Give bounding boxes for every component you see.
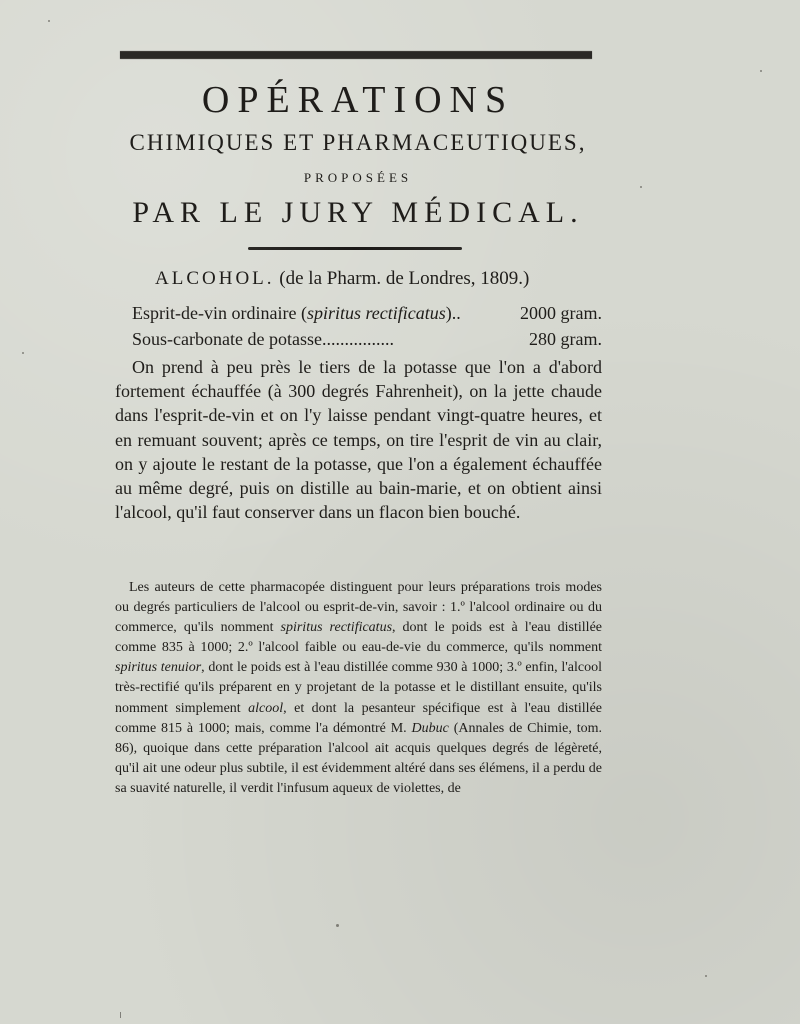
- page-subtitle: CHIMIQUES ET PHARMACEUTIQUES,: [129, 130, 587, 155]
- footnote-italic: spiritus tenuior: [115, 660, 202, 676]
- footnote-italic: spiritus rectificatus: [280, 620, 393, 636]
- paper-speck: [336, 924, 339, 927]
- title-jury: PAR LE JURY MÉDICAL.: [132, 196, 584, 229]
- recipe-label-end: )..: [445, 303, 461, 323]
- footnote-text: (Annales de Chimie, tom. 86), quoique dans cette préparation l'alcool ait acquis quelques degrés de légèreté, qu'il ait une odeur plus subtile, il est évidemment altéré dans ses élémens, il a perdu de sa suavité naturelle, il verdit l'infusum aqueux de violettes, de: [115, 720, 602, 796]
- footnote-text: , dont le poids est à l'eau distillée comme 930 à 1000; 3.º enfin, l'alcool très-rectifié qu'ils préparent en y projetant de la potasse et le distillant ensuite, qu'ils nomment simplement: [115, 660, 602, 716]
- paper-speck: [640, 186, 642, 188]
- footnote-text: , et dont la pesanteur spécifique est à l'eau distillée comme 815 à 1000; mais, comme l'a démontré M.: [115, 700, 602, 736]
- recipe-label-italic: spiritus rectificatus: [306, 303, 446, 323]
- paper-speck: [120, 1012, 121, 1018]
- body-paragraph: On prend à peu près le tiers de la potasse que l'on a d'abord fortement échauffée (à 300 degrés Fahrenheit), on la jette chaude dans l'esprit-de-vin et on l'y laisse pendant vingt-quatre heures, et en remuant souvent; après ce temps, on tire l'esprit de vin au clair, on y ajoute le restant de la potasse, que l'on a également échauffée au même degré, puis on distille au bain-marie, et on obtient ainsi l'alcool, qu'il faut conserver dans un flacon bien bouché.: [115, 357, 602, 523]
- recipe-line: [132, 329, 602, 350]
- title-proposees: PROPOSÉES: [303, 170, 413, 185]
- recipe-label: Sous-carbonate de potasse................: [132, 329, 394, 349]
- recipe-quantity: 280 gram.: [529, 329, 602, 349]
- recipe-line: [132, 303, 602, 324]
- footnote-text: , dont le poids est à l'eau distillée comme 835 à 1000; 2.º l'alcool faible ou eau-de-vie du commerce, qu'ils nomment: [115, 620, 602, 656]
- footnote-paragraph: [115, 578, 602, 799]
- footnote-italic: alcool: [248, 700, 284, 716]
- section-heading-name: ALCOHOL.: [155, 268, 275, 289]
- page-title: OPÉRATIONS: [201, 79, 515, 121]
- paper-speck: [760, 70, 762, 72]
- recipe-quantity: 2000 gram.: [520, 303, 602, 323]
- section-heading-source: (de la Pharm. de Londres, 1809.): [274, 268, 530, 289]
- footnote-text: Les auteurs de cette pharmacopée distinguent pour leurs préparations trois modes ou degrés particuliers de l'alcool ou esprit-de-vin, savoir : 1.º l'alcool ordinaire ou du commerce, qu'ils nomment: [115, 580, 602, 636]
- paper-speck: [705, 975, 707, 977]
- section-heading: [155, 268, 605, 290]
- paper-speck: [22, 352, 24, 354]
- paper-speck: [48, 20, 50, 22]
- top-ornamental-rule: [120, 51, 592, 59]
- divider-rule: [248, 247, 462, 250]
- recipe-label: Esprit-de-vin ordinaire (: [132, 303, 307, 323]
- footnote-italic: Dubuc: [411, 720, 449, 736]
